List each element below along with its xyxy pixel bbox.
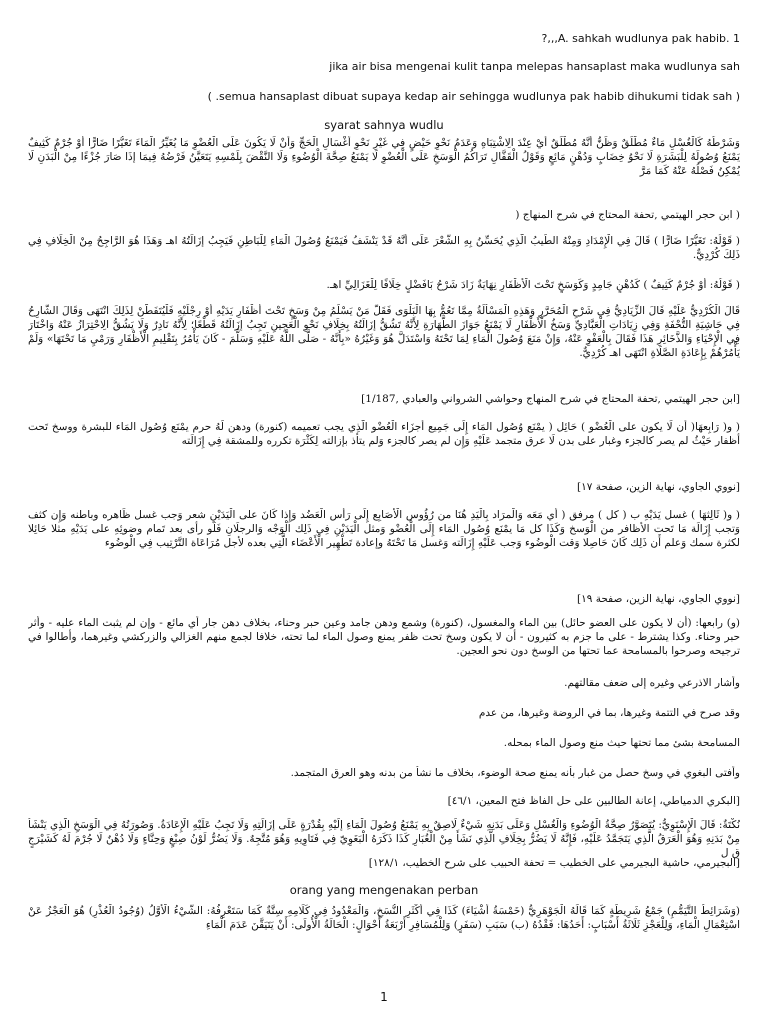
arabic-paragraph: المسامحة بشئ مما تحتها حيث منع وصول الماء بمحله. (503, 737, 740, 749)
arabic-paragraph: وأشار الاذرعي وغيره إلى ضعف مقالتهم. (564, 677, 740, 689)
arabic-paragraph: قَالَ الْكُرْدِيُّ عَلَيْهِ قَالَ الزِّيَادِيُّ فِي شَرْحِ الْمُحَرَّرِ وَهَذِهِ الْمَسْأَلَةُ مِمَّا تَعُمُّ بِهَا الْبَلْوَى فَقَلَّ مَنْ يَسْلَمُ مِنْ وَسَخٍ تَحْتَ أَظْفَارِ يَدَيْهِ أَوْ رِجْلَيْهِ فَلْيُتَفَطَّنْ لِذَلِكَ انْتَهَى وَقَالَ الشَّارِحُ فِي حَاشِيَةِ التُّحْفَةِ وَفِي زِيَادَاتِ الْعَبَّادِيِّ وَسَخُ الْأَظْفَارِ لَا يَمْنَعُ جَوَازَ الطَّهَارَةِ لِأَنَّهُ تَشُقُّ إزَالَتُهُ بِخِلَافِ نَحْوِ الْعَجِينِ تَجِبُ إزَالَتُهُ قَطْعًا؛ لِأَنَّهُ نَادِرٌ وَلَا يَشُقُّ الِاحْتِرَازُ عَنْهُ وَاخْتَارَ فِي الْإِحْيَاءِ وَالذَّخَائِرِ هَذَا فَقَالَ بِالْعَفْوِ عَنْهُ، وَإِنْ مَنَعَ وُصُولَ الْمَاءِ لِمَا تَحْتَهُ وَاسْتَدَلَّ هُوَ وَغَيْرُهُ «بِأَنَّهُ - صَلَّى اللَّهُ عَلَيْهِ وَسَلَّمَ - كَانَ يَأْمُرُ بِتَقْلِيمِ الْأَظْفَارِ وَرَمْيِ مَا تَحْتَهَا» وَلَمْ يَأْمُرْهُمْ بِإِعَادَةِ الصَّلَاةِ انْتَهَى اهـ كُرْدِيٌّ. (28, 305, 740, 359)
arabic-paragraph: ( و( رَابِعهَا( أَن لَا يكون على الْعُضْو ) حَائِل ( يمْنَع وُصُول المَاء إِلَى جَمِيع أَجزَاء الْعُضْو الَّذِي يجب تعميمه (كنورة) ودهن لَهُ حرم يمْنَع وُصُول المَاء للبشرة ووسخ تَحت أظفار حَيْثُ لم يصر كالجزء وغبار على بدن لَا عرق متجمد عَلَيْهِ وَإِن لم يصر كالجزء وَلم يتأذ بإزالته لِكَثْرَة تكرره وللمشقة فِي إِزَالَته (28, 421, 740, 447)
arabic-paragraph: نُكْتَةٌ: قَالَ الْإِسْنَوِيُّ: يُتَصَوَّرُ صِحَّةُ الْوُضُوءِ وَالْغُسْلِ وَعَلَى بَدَنِهِ شَيْءٌ لَاصِقٌ بِهِ يَمْنَعُ وُصُولَ الْمَاءِ إلَيْهِ بِقُدْرَةٍ عَلَى إزَالَتِهِ وَلَا تَجِبُ عَلَيْهِ الْإِعَادَةُ. وَصُورَتُهُ فِي الْوَسَخِ الَّذِي يَنْشَأُ مِنْ بَدَنِهِ وَهُوَ الْعَرَقُ الَّذِي يَتَجَمَّدُ عَلَيْهِ، فَإِنَّهُ لَا يَضُرُّ بِخِلَافِ الَّذِي نَشَأَ مِنْ الْغُبَارِ كَذَا ذَكَرَهُ الْبَغَوِيّ فِي فَتَاوِيهِ وَهُوَ مُتَّجِهٌ. وَلَا يَضُرُّ لَوْنُ صِبْغٍ وَحِنَّاءٍ وَلَا دُهْنٌ لَا جُرْمَ لَهُ كَشَيْرَجٍ ق ل (28, 819, 740, 859)
arabic-paragraph: وقد صرح في التتمة وغيرها، بما في الروضة وغيرها، من عدم (478, 707, 740, 719)
arabic-paragraph: وَشَرْطُهُ كَالْغُسْلِ مَاءٌ مُطْلَقٌ وَظَنُّ أَنَّهُ مُطْلَقٌ أَيْ عِنْدَ الِاشْتِبَاهِ وَعَدَمُ نَحْوِ حَيْضٍ فِي غَيْرِ نَحْوِ أَغْسَالِ الْحَجِّ وَأَنْ لَا يَكُونَ عَلَى الْعُضْوِ مَا يُغَيِّرُ الْمَاءَ تَغَيُّرًا ضَارًّا أَوْ جُرْمٌ كَثِيفٌ يَمْنَعُ وُصُولَهُ لِلْبَشَرَةِ لَا نَحْوُ خِضَابٍ وَدُهْنٍ مَائِعٍ وَقَوْلُ الْقَفَّالِ تَرَاكُمُ الْوَسَخِ عَلَى الْعُضْوِ لَا يَمْنَعُ صِحَّةَ الْوُضُوءِ وَلَا النَّقْضَ بِلَمْسِهِ يَتَعَيَّنُ فَرْضُهُ فِيمَا إذَا صَارَ جُزْءًا مِنْ الْبَدَنِ لَا يُمْكِنُ فَصْلُهُ عَنْهُ كَمَا مَرَّ (28, 137, 740, 177)
arabic-paragraph: ( قَوْلُهُ: أَوْ جُرْمٌ كَثِيفٌ ) كَدُهْنٍ جَامِدٍ وَكَوَسَخٍ تَحْتَ الْأَظْفَارِ نِهَايَةٌ زَادَ شَرْحُ بَافَضْلٍ خِلَافًا لِلْغَزَالِيِّ اهـ. (326, 279, 740, 291)
arabic-paragraph: وأفتى البغوي في وسخ حصل من غبار بأنه يمنع صحة الوضوء، بخلاف ما نشأ من بدنه وهو العرق المتجمد. (290, 767, 740, 779)
arabic-paragraph: (و) رابعها: (أن لا يكون على العضو حائل) بين الماء والمغسول، (كنورة) وشمع ودهن جامد وعين حبر وحناء، بخلاف دهن جار أي مائع - وإن لم يثبت الماء عليه - وأثر حبر وحناء. وكذا يشترط - على ما جزم به كثيرون - أن لا يكون وسخ تحت ظفر يمنع وصول الماء لما تحته، خلافا لجمع منهم الغزالي والزركشي وغيرهما، وأطالوا في ترجيحه وصرحوا بالمسامحة عما تحتها من الوسخ دون نحو العجين. (28, 617, 740, 657)
heading-perban: orang yang mengenakan perban (289, 883, 479, 897)
arabic-paragraph: (وَشَرَائِطُ التَّيَمُّمِ) جَمْعُ شَرِيطَةٍ كَمَا قَالَهُ الْجَوْهَرِيُّ (خَمْسَةُ أَشْيَاءَ) كَذَا فِي أَكْثَرِ النُّسَخِ، وَالْمَعْدُودُ فِي كَلَامِهِ سِتَّةٌ كَمَا سَتَعْرِفُهُ: الشَّيْءُ الْأَوَّلُ (وُجُودُ الْعُذْرِ) هُوَ الْعَجْزُ عَنْ اسْتِعْمَالِ الْمَاءِ، وَلِلْعَجْزِ ثَلَاثَةُ أَسْبَابٍ: أَحَدُهَا: فَقْدُهُ (ب) سَبَبِ (سَفَرٍ) وَلِلْمُسَافِرِ أَرْبَعَةُ أَحْوَالٍ: الْحَالَةُ الْأُولَى: أَنْ يَتَيَقَّنَ عَدَمَ الْمَاءِ (28, 905, 740, 931)
answer-line: jika air bisa mengenai kulit tanpa melepas hansaplast maka wudlunya sah (329, 60, 740, 73)
source-citation: [البكري الدمياطي، إعانة الطالبين على حل الفاظ فتح المعين، ٤٦/١] (447, 795, 740, 807)
arabic-paragraph: ( قَوْلُهُ: تَغَيُّرًا ضَارًّا ) قَالَ فِي الْإِمْدَادِ وَمِنْهُ الطِّيبُ الَّذِي يُحَسِّنُ بِهِ الشَّعْرَ عَلَى أَنَّهُ قَدْ يَنْشَفُ فَيَمْنَعُ وُصُولَ الْمَاءِ لِلْبَاطِنِ فَيَجِبُ إزَالَتُهُ اهـ وَهَذَا هُوَ الرَّاجِحُ مِنْ الْخِلَافِ فِي ذَلِكَ كُرْدِيٌّ. (28, 235, 740, 261)
source-citation: [نووي الجاوي، نهاية الزين، صفحة ١٧] (577, 481, 740, 493)
source-citation: [ابن حجر الهيتمي ,تحفة المحتاج في شرح المنهاج وحواشي الشرواني والعبادي ,1/187] (361, 393, 740, 405)
source-citation: ( ابن حجر الهيتمي ,تحفة المحتاج في شرح المنهاج ( (515, 209, 740, 221)
page-number: 1 (380, 990, 388, 1004)
source-citation: [نووي الجاوي، نهاية الزين، صفحة ١٩] (577, 593, 740, 605)
arabic-paragraph: ( و( ثَالِثهَا ) غسل يَدَيْهِ ب ( كل ) مرفق ( أَي مَعَه وَالْمرَاد بِالْيَدِ هُنَا من رُؤُوس الْأَصَابِع إِلَى رَأس الْعَضُد وَإِذا كَانَ على الْيَدَيْنِ شعر وَجب غسل ظَاهره وباطنه وَإِن كثف وَتجب إِزَالَة مَا تَحت الأظافر من الْوَسخ وَكَذَا كل مَا يمْنَع وُصُول المَاء إِلَى الْعُضْو وَمثل الْيَدَيْنِ فِي ذَلِك الْوَجْه وَالرجلَانِ فَلَو رأى بعد تَمام وضوئِهِ على يَدَيْهِ مثلا حَائِلا لكثرة سمك وَعلم أَن ذَلِك كَانَ حَاصِلا وَقت الْوضُوء وَجب عَلَيْهِ إِزَالَته وَغسل مَا تَحْتَهُ وإعادة تَطْهِير الْأَعْضَاء الَّتِي بعده لأجل مُرَاعَاة التَّرْتِيب فِي الْوضُوء (28, 509, 740, 549)
question-line: ?,,,A. sahkah wudlunya pak habib. 1 (541, 32, 740, 45)
source-citation: [البجيرمي، حاشية البجيرمي على الخطيب = تحفة الحبيب على شرح الخطيب، ١٢٨/١] (368, 857, 740, 869)
heading-syarat-wudlu: syarat sahnya wudlu (324, 118, 444, 132)
note-line: ( .semua hansaplast dibuat supaya kedap air sehingga wudlunya pak habib dihukumi tidak sah ) (207, 90, 740, 103)
